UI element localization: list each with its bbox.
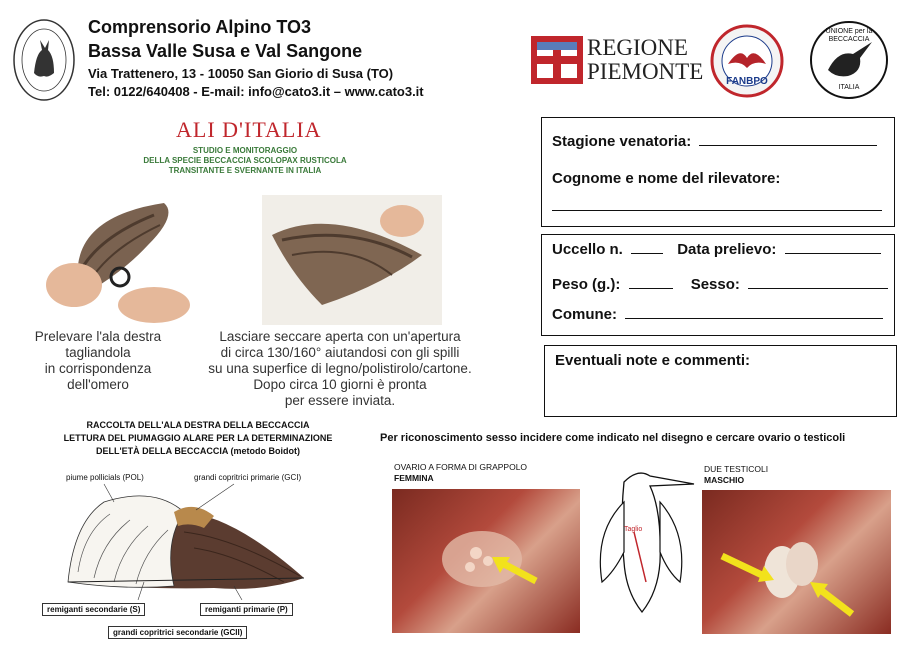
note-field[interactable]: [553, 374, 888, 412]
rilevatore-field[interactable]: [552, 209, 882, 211]
chamois-logo: [12, 18, 76, 102]
uccello-field[interactable]: [631, 252, 663, 254]
wing-diagram-title3: DELL'ETÀ DELLA BECCACCIA (metodo Boidot): [96, 446, 300, 456]
caption-right-line: Dopo circa 10 giorni è pronta: [253, 377, 427, 392]
taglio-label: Taglio: [624, 526, 643, 533]
label-pol: piume pollicials (POL): [66, 473, 144, 482]
org-subname: Bassa Valle Susa e Val Sangone: [88, 41, 363, 61]
caption-left-line: tagliandola: [65, 345, 131, 360]
male-testicles-photo: [702, 490, 891, 634]
data-prelievo-field[interactable]: [785, 252, 881, 254]
box-uccello: [541, 234, 895, 336]
caption-right-line: su una superfice di legno/polistirolo/cartone.: [208, 361, 472, 376]
caption-right: [190, 329, 490, 409]
unione-line2: ITALIA: [838, 84, 860, 91]
stagione-field[interactable]: [699, 144, 877, 146]
label-remiganti-secondarie: remiganti secondarie (S): [42, 603, 145, 616]
org-address: Via Trattenero, 13 - 10050 San Giorio di Susa (TO): [88, 66, 394, 81]
fanbpo-label: FANBPO: [726, 76, 768, 87]
stagione-label: Stagione venatoria:: [552, 133, 692, 150]
box-stagione: [541, 117, 895, 227]
wing-drying-photo: [262, 195, 442, 325]
wing-diagram-title1: RACCOLTA DELL'ALA DESTRA DELLA BECCACCIA: [86, 420, 310, 430]
male-line2: MASCHIO: [704, 475, 745, 485]
rilevatore-label: Cognome e nome del rilevatore:: [552, 170, 781, 187]
label-gcii: grandi copritrici secondarie (GCII): [108, 626, 247, 639]
data-prelievo-label: Data prelievo:: [677, 241, 777, 258]
fanbpo-logo: [710, 24, 784, 98]
org-name: Comprensorio Alpino TO3: [88, 17, 312, 37]
wing-diagram: [64, 482, 314, 600]
unione-line1: UNIONE per la BECCACCIA: [825, 28, 873, 43]
regione-line2: PIEMONTE: [587, 59, 704, 84]
ali-sub1: STUDIO E MONITORAGGIO: [192, 146, 298, 155]
wing-cut-photo: [44, 195, 194, 325]
caption-left: [18, 329, 178, 393]
ali-sub2: DELLA SPECIE BECCACCIA SCOLOPAX RUSTICOLA: [143, 156, 347, 165]
sex-instruction: Per riconoscimento sesso incidere come indicato nel disegno e cercare ovario o testicoli: [380, 432, 846, 444]
caption-left-line: dell'omero: [67, 377, 129, 392]
org-contacts: Tel: 0122/640408 - E-mail: info@cato3.it – www.cato3.it: [88, 84, 424, 99]
caption-right-line: di circa 130/160° aiutandosi con gli spilli: [220, 345, 460, 360]
label-gci: grandi copritrici primarie (GCI): [194, 473, 302, 482]
female-line2: FEMMINA: [394, 473, 434, 483]
ali-sub3: TRANSITANTE E SVERNANTE IN ITALIA: [168, 166, 322, 175]
sesso-field[interactable]: [748, 287, 888, 289]
comune-field[interactable]: [625, 317, 883, 319]
uccello-label: Uccello n.: [552, 241, 623, 258]
ali-title: ALI D'ITALIA: [176, 117, 322, 142]
sesso-label: Sesso:: [690, 276, 740, 293]
wing-diagram-title2: LETTURA DEL PIUMAGGIO ALARE PER LA DETERMINAZIONE: [63, 433, 333, 443]
regione-line1: REGIONE: [587, 35, 688, 60]
caption-left-line: in corrispondenza: [44, 361, 152, 376]
female-line1: OVARIO A FORMA DI GRAPPOLO: [394, 462, 528, 472]
comune-label: Comune:: [552, 306, 617, 323]
caption-right-line: Lasciare seccare aperta con un'apertura: [219, 329, 461, 344]
male-line1: DUE TESTICOLI: [704, 464, 769, 474]
female-ovary-photo: [392, 489, 580, 633]
bird-incision-drawing: [584, 462, 698, 622]
caption-left-line: Prelevare l'ala destra: [34, 329, 162, 344]
label-remiganti-primarie: remiganti primarie (P): [200, 603, 293, 616]
box-note: [544, 345, 897, 417]
caption-right-line: per essere inviata.: [284, 393, 396, 408]
unione-beccaccia-logo: [808, 20, 890, 100]
regione-piemonte-logo: [531, 35, 704, 84]
note-label: Eventuali note e commenti:: [555, 352, 751, 369]
peso-label: Peso (g.):: [552, 276, 621, 293]
peso-field[interactable]: [629, 287, 673, 289]
